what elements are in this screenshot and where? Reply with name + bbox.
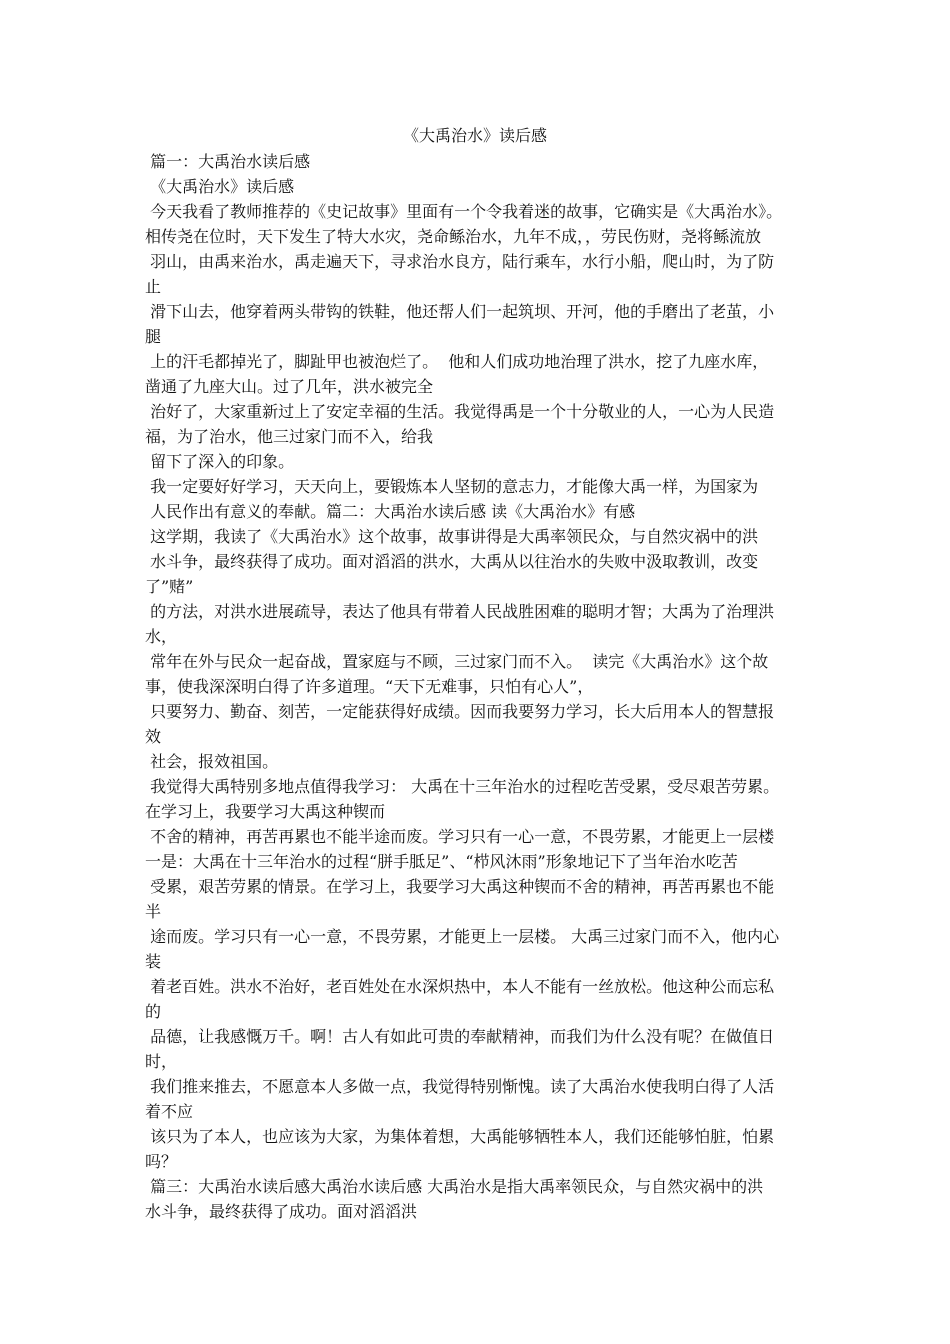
text-line: 时， [145, 1052, 178, 1071]
text-line: 羽山，由禹来治水，禹走遍天下，寻求治水良方，陆行乘车，水行小船，爬山时，为了防 [145, 252, 775, 271]
text-line: 常年在外与民众一起奋战，置家庭与不顾，三过家门而不入。 读完《大禹治水》这个故 [145, 652, 769, 671]
text-line: 了”赌” [145, 577, 194, 596]
text-line: 在学习上，我要学习大禹这种锲而 [145, 802, 386, 821]
text-line: 吗？ [145, 1152, 178, 1171]
text-line: 上的汗毛都掉光了，脚趾甲也被泡烂了。 他和人们成功地治理了洪水，挖了九座水库， [145, 352, 769, 371]
text-line: 的 [145, 1002, 162, 1021]
text-line: 福，为了治水，他三过家门而不入，给我 [145, 427, 434, 446]
text-line: 受累，艰苦劳累的情景。在学习上，我要学习大禹这种锲而不舍的精神，再苦再累也不能 [145, 877, 775, 896]
text-line: 今天我看了教师推荐的《史记故事》里面有一个令我着迷的故事，它确实是《大禹治水》。 [145, 202, 783, 221]
text-line: 水， [145, 627, 178, 646]
text-line: 《大禹治水》读后感 [145, 177, 295, 196]
text-line: 社会，报效祖国。 [145, 752, 279, 771]
text-line: 腿 [145, 327, 162, 346]
text-line: 篇一：大禹治水读后感 [145, 152, 311, 171]
text-line: 相传尧在位时，天下发生了特大水灾，尧命鲧治水，九年不成，，劳民伤财，尧将鲧流放 [145, 227, 762, 246]
text-line: 篇三：大禹治水读后感大禹治水读后感 大禹治水是指大禹率领民众，与自然灾祸中的洪 [145, 1177, 764, 1196]
text-line: 不舍的精神，再苦再累也不能半途而废。学习只有一心一意，不畏劳累，才能更上一层楼 [145, 827, 775, 846]
text-line: 着老百姓。洪水不治好，老百姓处在水深炽热中，本人不能有一丝放松。他这种公而忘私 [145, 977, 775, 996]
text-line: 我们推来推去，不愿意本人多做一点，我觉得特别惭愧。读了大禹治水使我明白得了人活 [145, 1077, 775, 1096]
text-line: 我觉得大禹特别多地点值得我学习： 大禹在十三年治水的过程吃苦受累，受尽艰苦劳累。 [145, 777, 780, 796]
text-line: 水斗争，最终获得了成功。面对滔滔洪 [145, 1202, 418, 1221]
text-line: 凿通了九座大山。过了几年，洪水被完全 [145, 377, 434, 396]
text-line: 只要努力、勤奋、刻苦，一定能获得好成绩。因而我要努力学习，长大后用本人的智慧报 [145, 702, 775, 721]
text-line: 品德，让我感慨万千。啊！古人有如此可贵的奉献精神，而我们为什么没有呢？在做值日 [145, 1027, 775, 1046]
text-line: 装 [145, 952, 162, 971]
text-line: 途而废。学习只有一心一意，不畏劳累，才能更上一层楼。 大禹三过家门而不入，他内心 [145, 927, 780, 946]
document-body [145, 149, 817, 1224]
text-line: 水斗争，最终获得了成功。面对滔滔的洪水，大禹从以往治水的失败中汲取教训，改变 [145, 552, 759, 571]
text-line: 一是：大禹在十三年治水的过程“胼手胝足”、“栉风沐雨”形象地记下了当年治水吃苦 [145, 852, 738, 871]
text-line: 这学期，我读了《大禹治水》这个故事，故事讲得是大禹率领民众，与自然灾祸中的洪 [145, 527, 759, 546]
text-line: 着不应 [145, 1102, 194, 1121]
document-title: 《大禹治水》读后感 [402, 126, 547, 145]
text-line: 的方法，对洪水进展疏导，表达了他具有带着人民战胜困难的聪明才智；大禹为了治理洪 [145, 602, 775, 621]
text-line: 治好了，大家重新过上了安定幸福的生活。我觉得禹是一个十分敬业的人，一心为人民造 [145, 402, 775, 421]
text-line: 事，使我深深明白得了许多道理。“天下无难事，只怕有心人”， [145, 677, 594, 696]
text-line: 效 [145, 727, 162, 746]
text-line: 滑下山去，他穿着两头带钩的铁鞋，他还帮人们一起筑坝、开河，他的手磨出了老茧，小 [145, 302, 775, 321]
text-line: 我一定要好好学习，天天向上，要锻炼本人坚韧的意志力，才能像大禹一样，为国家为 [145, 477, 759, 496]
text-line: 该只为了本人，也应该为大家，为集体着想，大禹能够牺牲本人，我们还能够怕脏，怕累 [145, 1127, 775, 1146]
text-line: 留下了深入的印象。 [145, 452, 295, 471]
text-line: 半 [145, 902, 162, 921]
text-line: 止 [145, 277, 162, 296]
text-line: 人民作出有意义的奉献。篇二：大禹治水读后感 读《大禹治水》有感 [145, 502, 636, 521]
